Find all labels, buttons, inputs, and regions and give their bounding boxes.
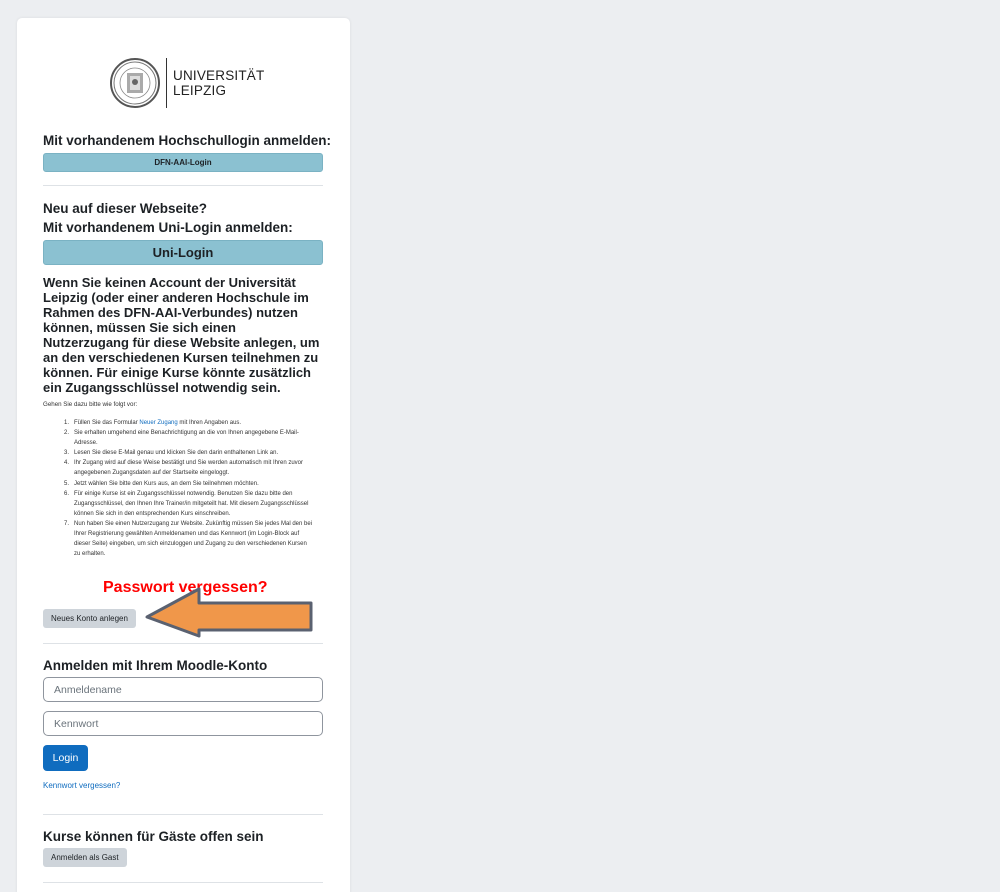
new-account-button[interactable]: Neues Konto anlegen xyxy=(43,609,136,628)
list-item: 6. Für einige Kurse ist ein Zugangsschlüssel notwendig. Benutzen Sie dazu bitte den Zugangsschlüssel, den Ihnen Ihre Trainer/in mitgeteilt hat. Mit diesem Zugangsschlüssel können Sie sich in den entsprechenden Kurs einschreiben. xyxy=(64,490,309,517)
login-button[interactable]: Login xyxy=(43,745,88,771)
new-account-link[interactable]: Neuer Zugang xyxy=(139,420,178,426)
password-input[interactable]: Kennwort xyxy=(43,711,323,736)
account-info-paragraph xyxy=(43,275,323,395)
logo-line-1: UNIVERSITÄT xyxy=(173,68,265,83)
instructions-intro: Gehen Sie dazu bitte wie folgt vor: xyxy=(43,401,138,408)
forgot-password-annotation: Passwort vergessen? xyxy=(103,579,268,596)
dfn-aai-login-button[interactable]: DFN-AAI-Login xyxy=(43,153,323,172)
moodle-login-heading: Anmelden mit Ihrem Moodle-Konto xyxy=(43,658,268,673)
info-text-university: Universität Leipzig xyxy=(43,275,296,305)
annotation-arrow-icon xyxy=(143,586,315,638)
forgot-password-link[interactable]: Kennwort vergessen? xyxy=(43,781,121,790)
logo-line-2: LEIPZIG xyxy=(173,83,227,98)
list-item: 2. Sie erhalten umgehend eine Benachrichtigung an die von Ihnen angegebene E-Mail-Adresse. xyxy=(64,430,299,447)
info-text-c: (oder einer anderen Hochschule im Rahmen des DFN-AAI-Verbundes) nutzen können, müssen Sie sich einen Nutzerzugang für diese Website anlegen, um an den verschiedenen Kursen teilnehmen zu können. Für einige Kurse könnte zusätzlich ein Zugangsschlüssel notwendig sein. xyxy=(43,290,320,395)
list-item: 3. Lesen Sie diese E-Mail genau und klicken Sie den darin enthaltenen Link an. xyxy=(64,450,279,457)
list-item: 5. Jetzt wählen Sie bitte den Kurs aus, an dem Sie teilnehmen möchten. xyxy=(64,480,259,487)
uni-login-button[interactable]: Uni-Login xyxy=(43,240,323,265)
divider xyxy=(43,814,323,815)
list-item: 4. Ihr Zugang wird auf diese Weise bestätigt und Sie werden automatisch mit Ihren zuvor angegebenen Zugangsdaten auf der Startseite eingeloggt. xyxy=(64,460,304,477)
username-input[interactable]: Anmeldename xyxy=(43,677,323,702)
uni-login-heading: Mit vorhandenem Uni-Login anmelden: xyxy=(43,220,293,235)
divider xyxy=(43,882,323,883)
new-site-heading: Neu auf dieser Webseite? xyxy=(43,201,208,216)
logo-divider xyxy=(166,58,167,108)
university-seal-icon xyxy=(110,58,160,108)
guest-access-heading: Kurse können für Gäste offen sein xyxy=(43,829,264,844)
list-item: 1. Füllen Sie das Formular Neuer Zugang mit Ihren Angaben aus. xyxy=(64,420,242,426)
university-logo xyxy=(110,58,264,108)
info-text-a: Wenn Sie keinen Account der xyxy=(43,275,229,290)
instructions-list xyxy=(64,418,314,559)
divider xyxy=(43,643,323,644)
divider xyxy=(43,185,323,186)
logo-text xyxy=(173,68,264,98)
guest-login-button[interactable]: Anmelden als Gast xyxy=(43,848,127,867)
hochschullogin-heading: Mit vorhandenem Hochschullogin anmelden: xyxy=(43,133,332,148)
list-item: 7. Nun haben Sie einen Nutzerzugang zur Website. Zukünftig müssen Sie jedes Mal den bei Ihrer Registrierung gewählten Anmeldenamen und das Kennwort (im Login-Block auf dieser Seite) eingeben, um sich einzuloggen und Zugang zu den verschiedenen Kursen zu erhalten. xyxy=(64,520,313,558)
